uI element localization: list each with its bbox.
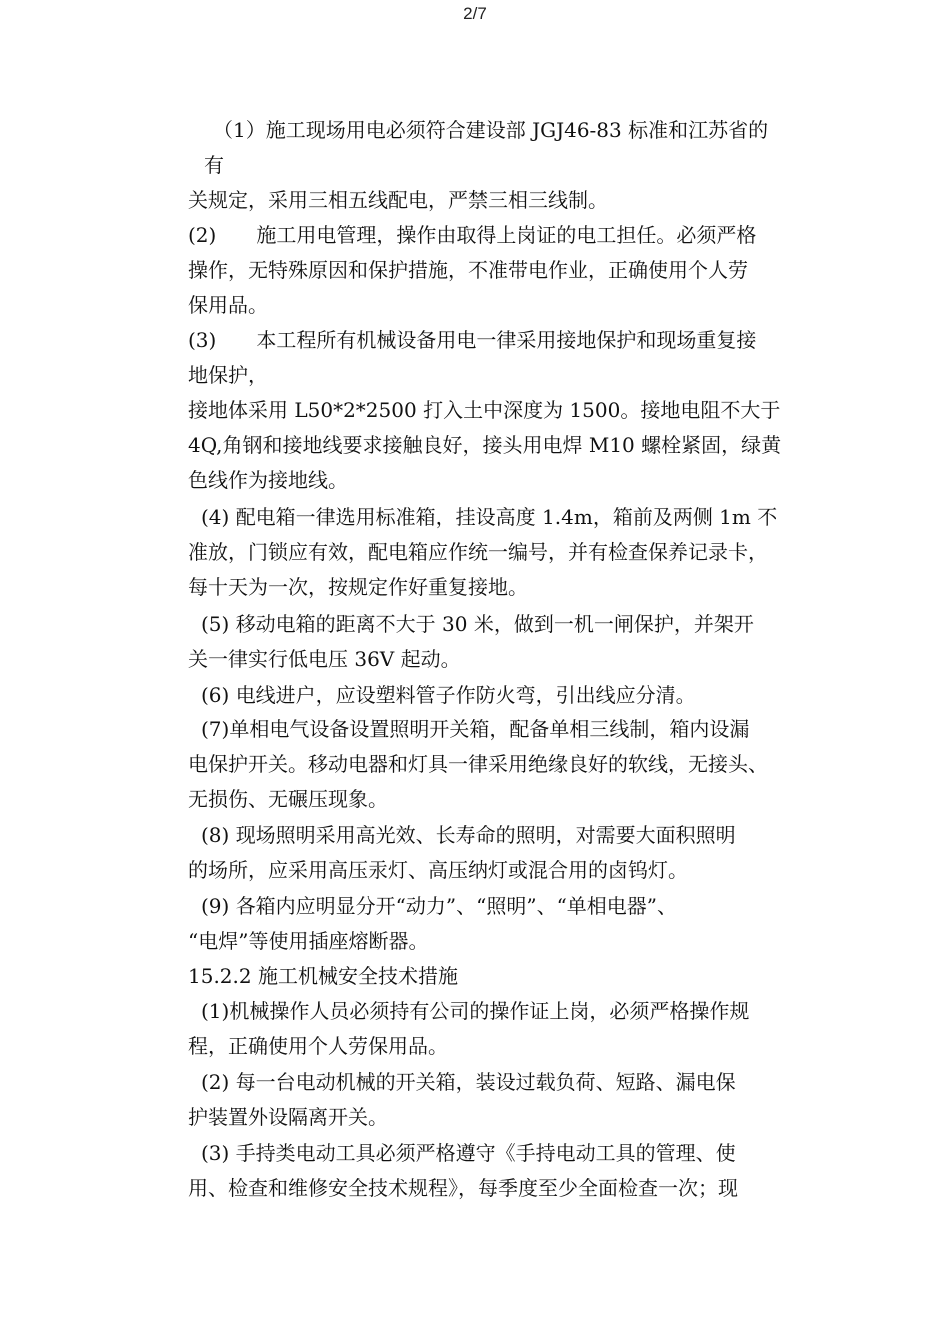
text-line: 关一律实行低电压 36V 起动。 [188, 647, 461, 671]
text-line: 用、检查和维修安全技术规程》，每季度至少全面检查一次；现 [188, 1176, 738, 1200]
text-line: (6) 电线进户，应设塑料管子作防火弯，引出线应分清。 [201, 683, 696, 707]
text-line: 的场所，应采用高压汞灯、高压纳灯或混合用的卤钨灯。 [188, 858, 688, 882]
text-line: 程，正确使用个人劳保用品。 [188, 1034, 448, 1058]
text-line: 接地体采用 L50*2*2500 打入土中深度为 1500。接地电阻不大于 [188, 398, 781, 422]
text-line: 关规定，采用三相五线配电，严禁三相三线制。 [188, 188, 608, 212]
text-line: 地保护， [188, 363, 268, 387]
text-line: (3) 本工程所有机械设备用电一律采用接地保护和现场重复接 [188, 328, 757, 352]
text-line: 每十天为一次，按规定作好重复接地。 [188, 575, 528, 599]
text-line: (2) 每一台电动机械的开关箱，装设过载负荷、短路、漏电保 [201, 1070, 736, 1094]
text-line: (9) 各箱内应明显分开“动力”、“照明”、“单相电器”、 [201, 894, 678, 918]
text-line: (5) 移动电箱的距离不大于 30 米，做到一机一闸保护，并架开 [201, 612, 754, 636]
text-line: 准放，门锁应有效，配电箱应作统一编号，并有检查保养记录卡， [188, 540, 768, 564]
text-line: (8) 现场照明采用高光效、长寿命的照明，对需要大面积照明 [201, 823, 736, 847]
text-line: 4Q,角钢和接地线要求接触良好，接头用电焊 M10 螺栓紧固，绿黄 [188, 433, 782, 457]
text-line: (1)机械操作人员必须持有公司的操作证上岗，必须严格操作规 [201, 999, 750, 1023]
text-line: 电保护开关。移动电器和灯具一律采用绝缘良好的软线，无接头、 [188, 752, 768, 776]
text-line: 保用品。 [188, 293, 268, 317]
text-line: (3) 手持类电动工具必须严格遵守《手持电动工具的管理、使 [201, 1141, 736, 1165]
text-line: 护装置外设隔离开关。 [188, 1105, 388, 1129]
text-line: 有 [204, 153, 224, 177]
text-line: 无损伤、无碾压现象。 [188, 787, 388, 811]
text-line: (2) 施工用电管理，操作由取得上岗证的电工担任。必须严格 [188, 223, 757, 247]
text-line: 色线作为接地线。 [188, 468, 348, 492]
text-line: （1）施工现场用电必须符合建设部 JGJ46-83 标准和江苏省的 [213, 118, 769, 142]
text-line: 操作，无特殊原因和保护措施，不准带电作业，正确使用个人劳 [188, 258, 748, 282]
text-line: (4) 配电箱一律选用标准箱，挂设高度 1.4m，箱前及两侧 1m 不 [201, 505, 778, 529]
text-line: “电焊”等使用插座熔断器。 [188, 929, 429, 953]
page-number: 2/7 [463, 4, 487, 23]
section-heading: 15.2.2 施工机械安全技术措施 [188, 964, 458, 988]
text-line: (7)单相电气设备设置照明开关箱，配备单相三线制，箱内设漏 [201, 717, 750, 741]
